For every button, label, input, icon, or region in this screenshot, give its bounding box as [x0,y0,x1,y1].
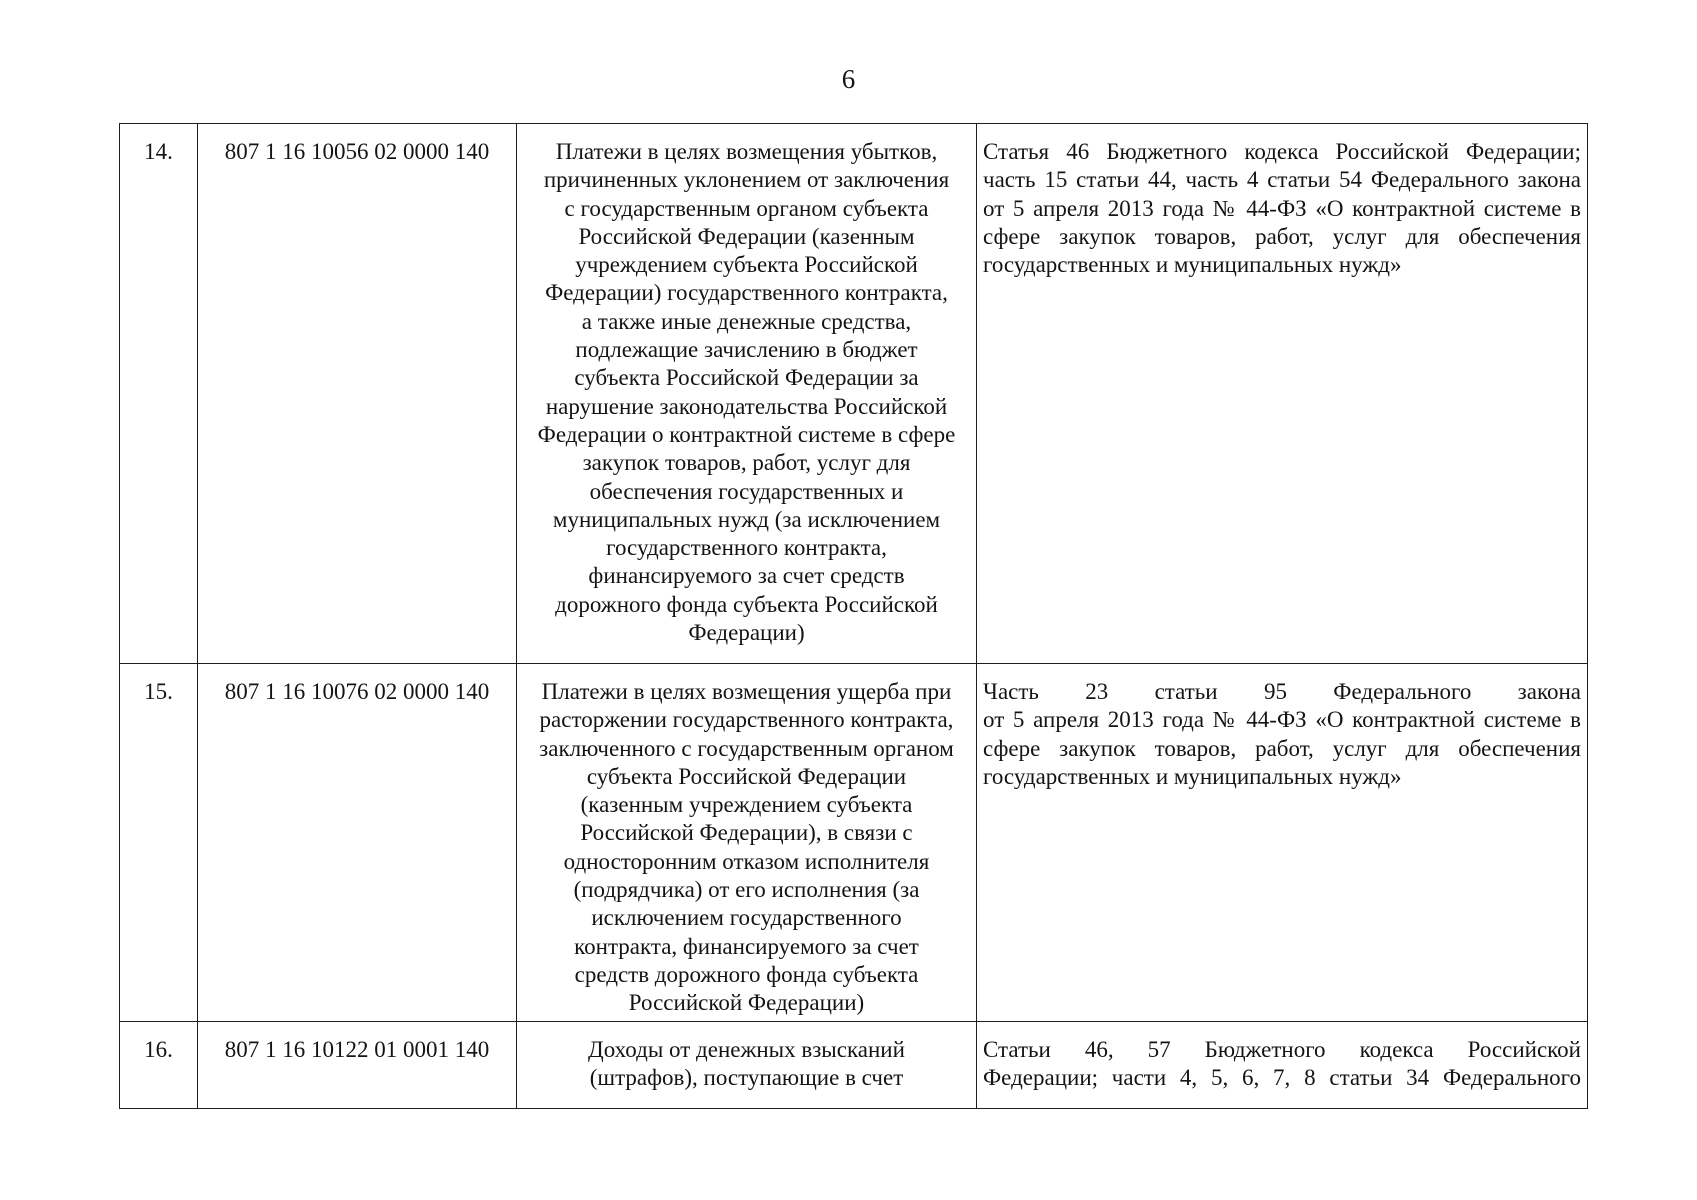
basis-line: часть 15 статьи 44, часть 4 статьи 54 Федерального закона [983,167,1581,193]
basis-line: сфере закупок товаров, работ, услуг для обеспечения [983,223,1581,249]
basis-line: государственных и муниципальных нужд» [983,763,1402,789]
description-line: исключением государственного [591,905,902,931]
basis-line: Статьи 46, 57 Бюджетного кодекса Российской [983,1037,1581,1062]
description-line: причиненных уклонением от заключения [543,167,950,193]
description-line: Российской Федерации) [628,990,865,1016]
description-cell [517,124,977,664]
description-line: учреждением субъекта Российской [575,252,918,278]
description-line: дорожного фонда субъекта Российской [555,591,938,617]
legal-basis-cell [977,664,1588,1022]
description-line: Платежи в целях возмещения ущерба при [541,679,952,704]
table-row [120,664,1588,1022]
row-number-cell: 15. [120,664,198,1022]
budget-codes-table [119,123,1588,1109]
description-line: (подрядчика) от его исполнения (за [573,877,920,903]
description-line: средств дорожного фонда субъекта [574,961,919,987]
basis-line: Федерации; части 4, 5, 6, 7, 8 статьи 34 Федерального [983,1065,1581,1091]
description-line: а также иные денежные средства, [581,308,912,334]
budget-code-cell: 807 1 16 10056 02 0000 140 [198,124,517,664]
description-line: Федерации) [688,620,805,646]
description-line: Российской Федерации (казенным [578,223,915,249]
description-line: расторжении государственного контракта, [539,707,954,733]
description-line: с государственным органом субъекта [564,195,929,221]
basis-line: сфере закупок товаров, работ, услуг для обеспечения [983,735,1581,761]
description-line: обеспечения государственных и [589,478,904,504]
description-line: односторонним отказом исполнителя [563,848,930,874]
description-line: закупок товаров, работ, услуг для [582,450,911,476]
description-line: Федерации о контрактной системе в сфере [537,421,956,447]
description-line: муниципальных нужд (за исключением [552,506,941,532]
description-line: финансируемого за счет средств [588,563,905,589]
basis-line: Статья 46 Бюджетного кодекса Российской Федерации; [983,139,1581,164]
description-line: (штрафов), поступающие в счет [589,1065,904,1091]
description-line: (казенным учреждением субъекта [580,792,913,818]
description-line: Российской Федерации), в связи с [580,820,913,846]
description-line: Федерации) государственного контракта, [545,280,948,306]
description-line: государственного контракта, [606,535,887,561]
description-line: субъекта Российской Федерации за [574,365,919,391]
legal-basis-cell [977,1022,1588,1109]
description-line: контракта, финансируемого за счет [574,933,919,959]
description-line: субъекта Российской Федерации [586,763,907,789]
page-number: 6 [841,64,856,94]
basis-line: Часть 23 статьи 95 Федерального закона [983,679,1581,704]
description-line: нарушение законодательства Российской [545,393,948,419]
basis-line: государственных и муниципальных нужд» [983,252,1402,278]
budget-code-cell: 807 1 16 10122 01 0001 140 [198,1022,517,1109]
description-line: Платежи в целях возмещения убытков, [555,139,938,164]
row-number-cell: 16. [120,1022,198,1109]
description-line: Доходы от денежных взысканий [588,1037,905,1062]
basis-line: от 5 апреля 2013 года № 44-ФЗ «О контрактной системе в [983,707,1581,733]
table-row [120,1022,1588,1109]
description-cell [517,664,977,1022]
table-row [120,124,1588,664]
budget-code-cell: 807 1 16 10076 02 0000 140 [198,664,517,1022]
description-cell [517,1022,977,1109]
description-line: заключенного с государственным органом [539,735,954,761]
row-number-cell: 14. [120,124,198,664]
basis-line: от 5 апреля 2013 года № 44-ФЗ «О контрактной системе в [983,195,1581,221]
description-line: подлежащие зачислению в бюджет [575,337,918,363]
legal-basis-cell [977,124,1588,664]
